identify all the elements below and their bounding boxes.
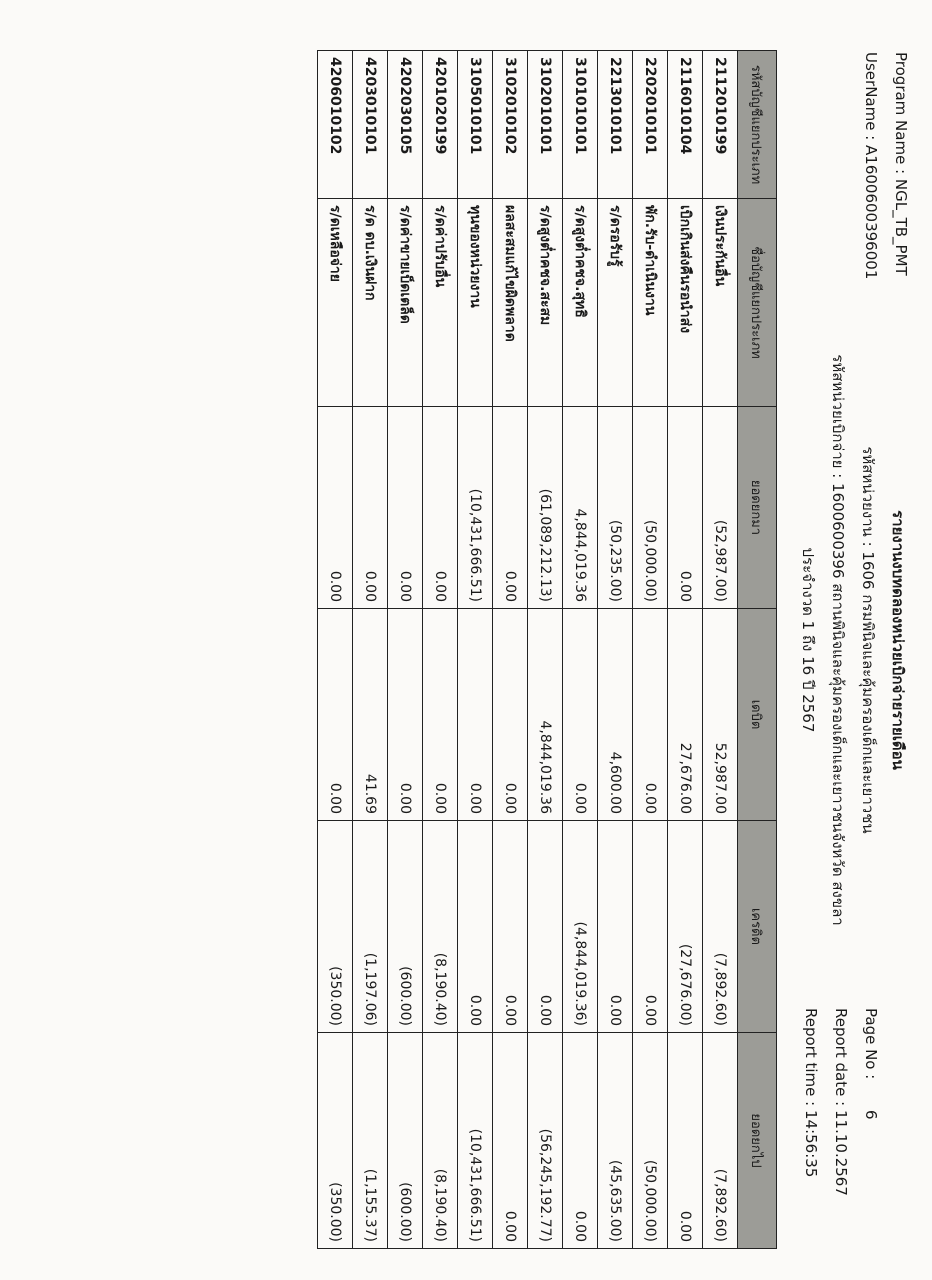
cell-account-name: ร/ดสูงต่ำคชจ.สุทธิ [563,199,598,407]
header-balance-forward: ยอดยกมา [738,407,777,609]
report-time-label: Report time : [802,1008,820,1107]
cell-balance-carried: 0.00 [493,1033,528,1249]
cell-balance-carried: (50,000.00) [633,1033,668,1249]
header-debit: เดบิต [738,609,777,821]
table-row [458,51,493,1249]
cell-credit: 0.00 [633,821,668,1033]
cell-credit: 0.00 [598,821,633,1033]
cell-balance-carried: 0.00 [668,1033,703,1249]
cell-balance-forward: (10,431,666.51) [458,407,493,609]
cell-credit: (27,676.00) [668,821,703,1033]
cell-account-code: 4201020199 [423,51,458,199]
table-row [388,51,423,1249]
cell-account-code: 3102010101 [528,51,563,199]
cell-balance-carried: (10,431,666.51) [458,1033,493,1249]
cell-account-code: 2202010101 [633,51,668,199]
cell-balance-carried: (350.00) [318,1033,353,1249]
cell-balance-carried: (1,155.37) [353,1033,388,1249]
cell-credit: 0.00 [493,821,528,1033]
cell-account-name: เบิกเกินส่งคืนรอนำส่ง [668,199,703,407]
cell-credit: (4,844,019.36) [563,821,598,1033]
period-line: ประจำงวด 1 ถึง 16 ปี 2567 [799,547,817,733]
cell-account-code: 3105010101 [458,51,493,199]
cell-debit: 0.00 [563,609,598,821]
cell-account-name: เงินประกันอื่น [703,199,738,407]
cell-account-name: ผลสะสมแก้ไขผิดพลาด [493,199,528,407]
cell-balance-carried: (7,892.60) [703,1033,738,1249]
table-row [318,51,353,1249]
cell-balance-forward: (52,987.00) [703,407,738,609]
cell-balance-forward: 0.00 [668,407,703,609]
table-row [703,51,738,1249]
table-row [633,51,668,1249]
cell-debit: 0.00 [423,609,458,821]
cell-account-code: 4206010102 [318,51,353,199]
cell-balance-forward: (61,089,212.13) [528,407,563,609]
cell-balance-forward: 0.00 [388,407,423,609]
cell-account-code: 4202030105 [388,51,423,199]
table-row [563,51,598,1249]
cell-balance-carried: (8,190.40) [423,1033,458,1249]
header-account-name: ชื่อบัญชีแยกประเภท [738,199,777,407]
header-account-code: รหัสบัญชีแยกประเภท [738,51,777,199]
cell-credit: (1,197.06) [353,821,388,1033]
cell-debit: 0.00 [318,609,353,821]
report-date-label: Report date : [832,1008,850,1107]
trial-balance-table [317,50,777,1249]
cell-account-code: 3102010102 [493,51,528,199]
cell-account-name: ร/ดสูงต่ำคชจ.สะสม [528,199,563,407]
cell-account-code: 4203010101 [353,51,388,199]
department-line: รหัสหน่วยงาน : 1606 กรมพินิจและคุ้มครองเด็กและเยาวชน [859,446,877,834]
cell-debit: 4,844,019.36 [528,609,563,821]
cell-balance-forward: (50,235.00) [598,407,633,609]
table-row [423,51,458,1249]
header-balance-carried: ยอดยกไป [738,1033,777,1249]
report-time-value: 14:56:35 [802,1110,820,1178]
table-row [493,51,528,1249]
cell-balance-forward: 0.00 [493,407,528,609]
cell-credit: (350.00) [318,821,353,1033]
cell-account-name: ร/ดรอรับรู้ [598,199,633,407]
cell-account-name: ทุนของหน่วยงาน [458,199,493,407]
report-date-value: 11.10.2567 [832,1110,850,1196]
table-row [528,51,563,1249]
cell-account-code: 2116010104 [668,51,703,199]
cell-debit: 4,600.00 [598,609,633,821]
cell-account-code: 2112010199 [703,51,738,199]
page-no-value: 6 [862,1110,880,1120]
cell-account-name: ร/ดค่าขายเบ็ดเตล็ด [388,199,423,407]
cell-balance-carried: (600.00) [388,1033,423,1249]
cell-account-name: ร/ดเหลือจ่าย [318,199,353,407]
cell-credit: 0.00 [528,821,563,1033]
table-row [668,51,703,1249]
cell-balance-forward: 0.00 [423,407,458,609]
table-row [353,51,388,1249]
cell-debit: 41.69 [353,609,388,821]
cell-debit: 0.00 [633,609,668,821]
report-title: รายงานงบทดลองหน่วยเบิกจ่ายรายเดือน [889,510,907,770]
cell-credit: (7,892.60) [703,821,738,1033]
cell-credit: (8,190.40) [423,821,458,1033]
header-credit: เครดิต [738,821,777,1033]
cell-balance-forward: 4,844,019.36 [563,407,598,609]
user-name: UserName : A1600600396001 [862,52,880,280]
cell-debit: 0.00 [493,609,528,821]
cell-balance-carried: 0.00 [563,1033,598,1249]
cell-credit: 0.00 [458,821,493,1033]
cell-debit: 52,987.00 [703,609,738,821]
cell-balance-carried: (45,635.00) [598,1033,633,1249]
cell-balance-forward: 0.00 [353,407,388,609]
cell-debit: 0.00 [458,609,493,821]
table-header-row [738,51,777,1249]
cell-account-name: ร/ดค่าปรับอื่น [423,199,458,407]
cell-balance-carried: (56,245,192.77) [528,1033,563,1249]
cell-debit: 0.00 [388,609,423,821]
cell-account-name: ร/ด ดบ.เงินฝาก [353,199,388,407]
page-no-label: Page No : [862,1008,880,1080]
cell-debit: 27,676.00 [668,609,703,821]
table-row [598,51,633,1249]
cell-account-code: 3101010101 [563,51,598,199]
cell-balance-forward: 0.00 [318,407,353,609]
cell-credit: (600.00) [388,821,423,1033]
cell-balance-forward: (50,000.00) [633,407,668,609]
cell-account-name: พัก.รับ-ดำเนินงาน [633,199,668,407]
cell-account-code: 2213010101 [598,51,633,199]
program-name: Program Name : NGL_TB_PMT [892,52,910,276]
disbursement-unit-line: รหัสหน่วยเบิกจ่าย : 1600600396 สถานพินิจและคุ้มครองเด็กและเยาวชนจังหวัด สงขลา [829,354,847,926]
